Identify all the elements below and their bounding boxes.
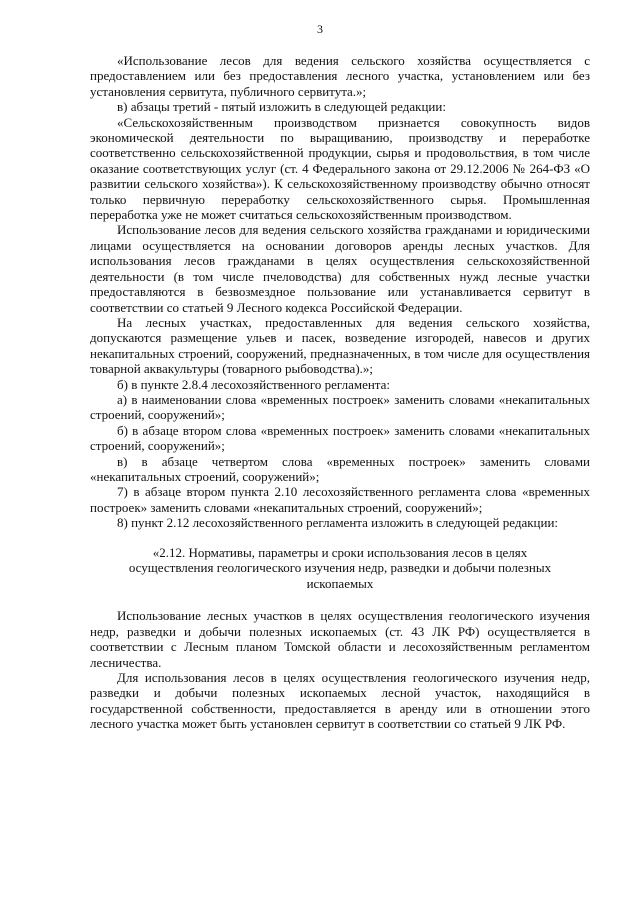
section-heading: «2.12. Нормативы, параметры и сроки использования лесов в целях осуществления геологического изучения недр, разведки и добычи полезных ископаемых [128,544,552,591]
page-number: 3 [317,22,323,36]
paragraph: а) в наименовании слова «временных построек» заменить словами «некапитальных строений, сооружений»; [90,391,590,423]
paragraph: в) в абзаце четвертом слова «временных построек» заменить словами «некапитальных строений, сооружений»; [90,453,590,484]
paragraph: Для использования лесов в целях осуществления геологического изучения недр, разведки и добычи полезных ископаемых лесной участок, находящийся в государственной собственности, предоставляется в аренду или в отношении этого лесного участка может быть установлен сервитут в соответствии со статьей 9 ЛК РФ. [90,670,590,732]
paragraph: На лесных участках, предоставленных для ведения сельского хозяйства, допускаются размещение ульев и пасек, возведение изгородей, навесов и других некапитальных строений, сооружений, предназначенных, в том числе для осуществления товарной аквакультуры (товарного рыбоводства).»; [90,314,590,377]
paragraph: Использование лесных участков в целях осуществления геологического изучения недр, разведки и добычи полезных ископаемых (ст. 43 ЛК РФ) осуществляется в соответствии с Лесным планом Томской области и лесохозяйственным регламентом лесничества. [90,608,590,670]
paragraph: 7) в абзаце втором пункта 2.10 лесохозяйственного регламента слова «временных построек» заменить словами «некапитальных строений, сооружений»; [90,484,590,515]
paragraph: «Сельскохозяйственным производством признается совокупность видов экономической деятельности по выращиванию, производству и переработке соответственно сельскохозяйственной продукции, сырья и продовольствия, в том числе оказание соответствующих услуг (ст. 4 Федерального закона от 29.12.2006 № 264-ФЗ «О развитии сельского хозяйства»). К сельскохозяйственному производству обычно относят только первичную переработку сельскохозяйственного сырья. Промышленная переработка уже не может считаться сельскохозяйственным производством. [90,114,590,223]
document-body [90,53,590,732]
paragraph: б) в пункте 2.8.4 лесохозяйственного регламента: [117,376,391,392]
paragraph: в) абзацы третий - пятый изложить в следующей редакции: [117,99,446,115]
paragraph: Использование лесов для ведения сельского хозяйства гражданами и юридическими лицами осуществляется на основании договоров аренды лесных участков. Для использования лесов гражданами в целях осуществления сельскохозяйственной деятельности (в том числе пчеловодства) для собственных нужд лесные участки предоставляются в безвозмездное пользование или устанавливается сервитут в соответствии со статьей 9 Лесного кодекса Российской Федерации. [90,222,590,315]
paragraph: «Использование лесов для ведения сельского хозяйства осуществляется с предоставлением или без предоставления лесного участка, установлением или без установления сервитута, публичного сервитута.»; [90,53,590,99]
paragraph: б) в абзаце втором слова «временных построек» заменить словами «некапитальных строений, сооружений»; [90,422,590,454]
paragraph: 8) пункт 2.12 лесохозяйственного регламента изложить в следующей редакции: [117,515,559,531]
